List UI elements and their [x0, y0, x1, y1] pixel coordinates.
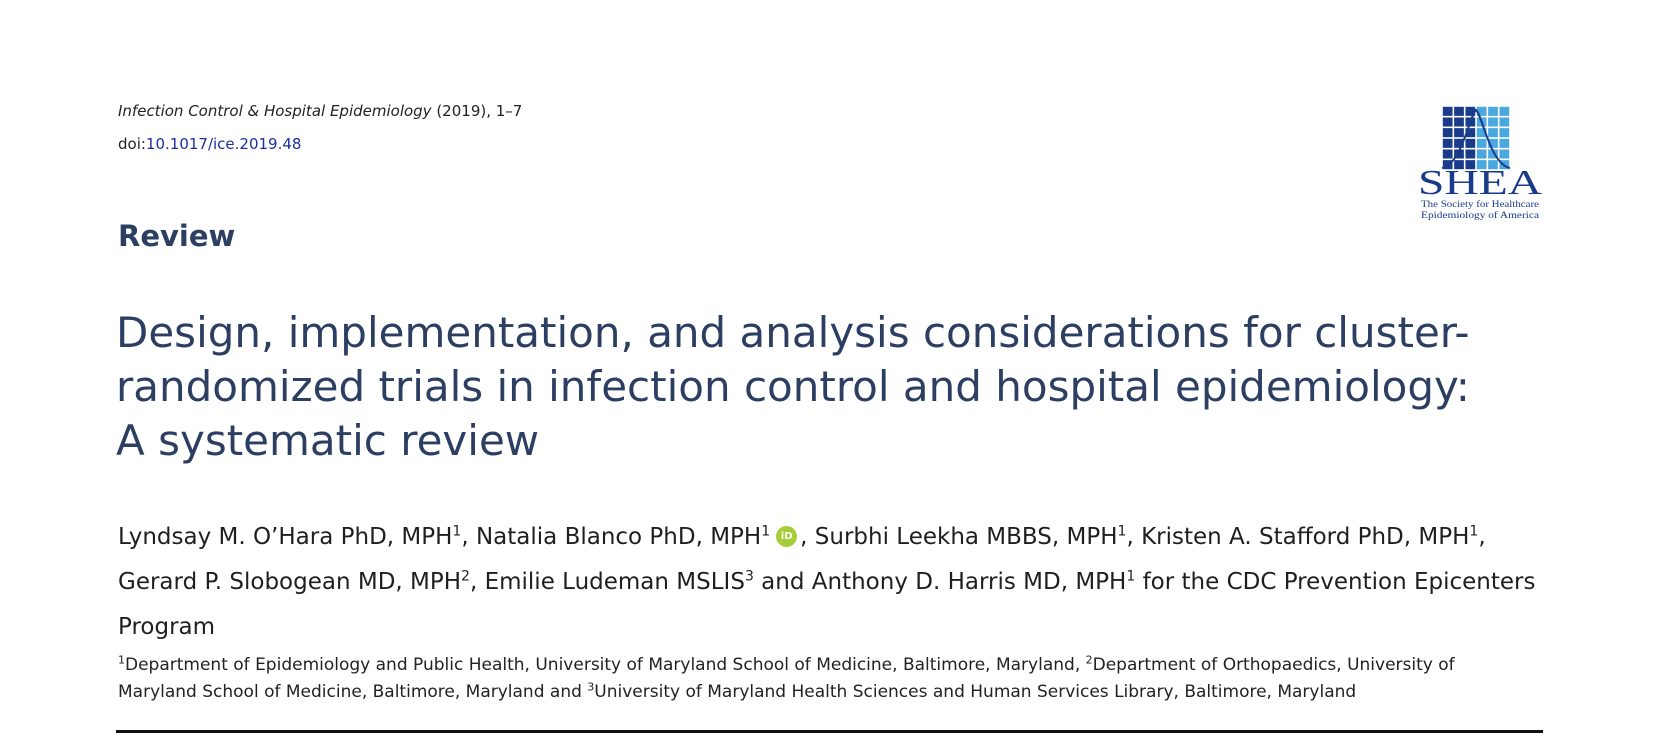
author-name: Emilie Ludeman MSLIS: [484, 569, 745, 595]
logo-grid-cell: [1488, 107, 1498, 116]
orcid-icon[interactable]: iD: [776, 526, 797, 547]
doi-line: [118, 135, 301, 153]
doi-link[interactable]: 10.1017/ice.2019.48: [145, 135, 302, 153]
logo-grid-cell: [1488, 117, 1498, 126]
author-affiliation-number: 1: [761, 523, 771, 540]
section-divider: [116, 730, 1543, 733]
author-name: Surbhi Leekha MBBS, MPH: [814, 524, 1118, 550]
logo-grid-cell: [1477, 139, 1487, 148]
journal-year-pages: (2019), 1–7: [431, 102, 523, 120]
author-affiliation-number: 3: [744, 568, 754, 585]
logo-grid-cell: [1499, 128, 1509, 137]
affiliation-number: 1: [118, 653, 125, 667]
author-separator: ,: [461, 524, 476, 550]
journal-name: Infection Control & Hospital Epidemiology: [118, 102, 432, 120]
logo-grid-cell: [1443, 117, 1453, 126]
author-affiliation-number: 2: [461, 568, 470, 585]
author-separator: ,: [1478, 524, 1486, 550]
logo-grid-cell: [1443, 139, 1453, 148]
author-affiliation-number: 1: [1117, 523, 1127, 540]
author-name: Gerard P. Slobogean MD, MPH: [118, 569, 462, 595]
journal-citation: [118, 102, 522, 120]
logo-grid-cell: [1454, 117, 1464, 126]
author-affiliation-number: 1: [452, 523, 462, 540]
logo-grid-cell: [1477, 149, 1487, 158]
logo-grid-cell: [1443, 107, 1453, 116]
author-list: [118, 515, 1558, 650]
logo-grid-cell: [1454, 128, 1464, 137]
logo-grid-cell: [1488, 128, 1498, 137]
author-affiliation-number: 1: [1469, 523, 1479, 540]
affiliation-number: 2: [1085, 653, 1093, 667]
logo-grid-cell: [1465, 139, 1475, 148]
affiliation-text: Department of Epidemiology and Public Health, University of Maryland School of Medicine, Baltimore, Maryland,: [125, 655, 1086, 675]
logo-grid-cell: [1454, 107, 1464, 116]
logo-subtitle-1: The Society for Healthcare: [1421, 200, 1524, 210]
doi-prefix: doi:: [118, 135, 146, 153]
author-separator: and: [753, 569, 812, 595]
logo-grid-cell: [1499, 117, 1509, 126]
affiliation-number: 3: [587, 680, 595, 694]
logo-wordmark: SHEA: [1418, 163, 1543, 202]
affiliation-text: University of Maryland Health Sciences and Human Services Library, Baltimore, Maryland: [594, 682, 1357, 702]
author-separator: ,: [1126, 524, 1142, 550]
logo-grid-cell: [1499, 139, 1509, 148]
logo-grid-cell: [1499, 149, 1509, 158]
author-name: Lyndsay M. O’Hara PhD, MPH: [118, 524, 453, 550]
author-separator: ,: [469, 569, 485, 595]
shea-logo: [1418, 106, 1544, 222]
author-name: Anthony D. Harris MD, MPH: [811, 569, 1127, 595]
logo-subtitle-2: Epidemiology of America: [1421, 211, 1520, 221]
article-type: Review: [118, 219, 236, 253]
logo-grid-cell: [1465, 149, 1475, 158]
affiliation-text: Department of Orthopaedics, University of Maryland School of Medicine, Baltimore, Maryland and: [118, 655, 1455, 702]
author-name: Kristen A. Stafford PhD, MPH: [1141, 524, 1470, 550]
logo-grid-cell: [1443, 128, 1453, 137]
logo-grid-cell: [1499, 107, 1509, 116]
author-name: Natalia Blanco PhD, MPH: [475, 524, 762, 550]
author-separator: ,: [800, 524, 815, 550]
author-affiliation-number: 1: [1126, 568, 1136, 585]
logo-grid-cell: [1443, 149, 1453, 158]
author-group: for the CDC Prevention Epicenters Program: [118, 569, 1536, 640]
affiliations: [118, 652, 1538, 706]
article-title: Design, implementation, and analysis considerations for cluster-randomized trials in infection control and hospital epidemiology: A systematic review: [116, 308, 1470, 465]
